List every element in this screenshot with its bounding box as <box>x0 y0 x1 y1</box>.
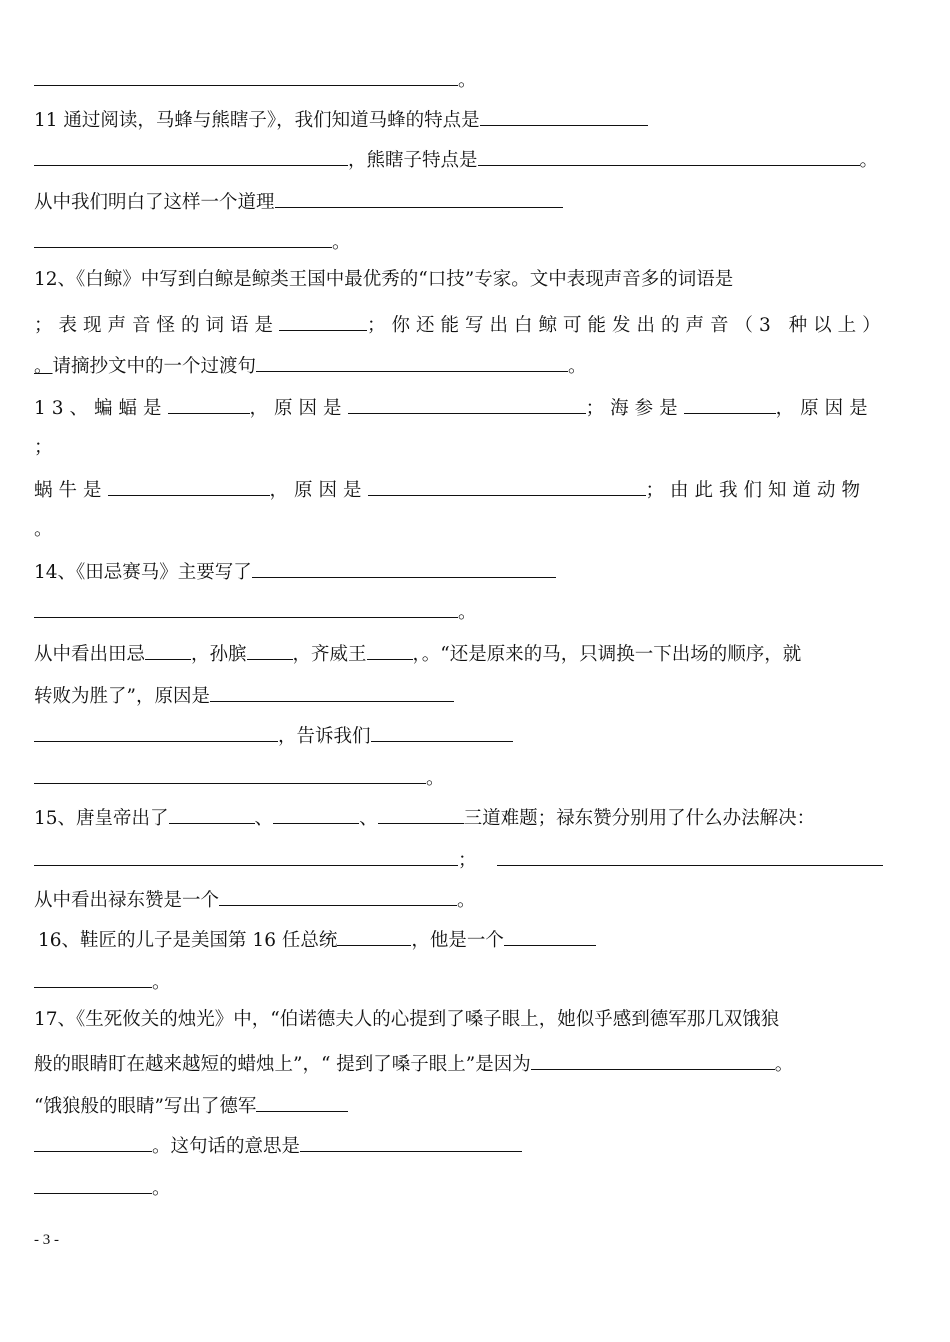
blank[interactable] <box>684 394 776 414</box>
question-12: 12、《白鲸》中写到白鲸是鲸类王国中最优秀的“口技”专家。文中表现声音多的词语是 <box>34 269 734 290</box>
blank[interactable] <box>247 640 293 660</box>
question-14-line-3: 从中看出田忌 ，孙膑 ，齐威王 ，。“还是原来的马，只调换一下出场的顺序，就 <box>34 640 801 667</box>
answer-line: 。 <box>34 66 477 93</box>
page-number: - 3 - <box>34 1232 59 1248</box>
question-11: 11 通过阅读，马蜂与熊瞎子》，我们知道马蜂的特点是 <box>34 106 648 133</box>
blank[interactable] <box>34 228 332 248</box>
blank[interactable] <box>256 352 568 372</box>
question-11-line-2: ，熊瞎子特点是 。 <box>34 146 878 173</box>
question-15-line-2: ； <box>34 846 883 873</box>
question-12-line-2: ；表现声音怪的词语是 ；你还能写出白鲸可能发出的声音（3 种以上） <box>34 311 887 338</box>
blank[interactable] <box>256 1092 348 1112</box>
question-17-line-4: 。这句话的意思是 <box>34 1132 522 1159</box>
blank[interactable] <box>34 846 458 866</box>
question-17: 17、《生死攸关的烛光》中，“伯诺德夫人的心提到了嗓子眼上，她似乎感到德军那几双饿狼 <box>34 1009 780 1030</box>
question-14-line-5: ，告诉我们 <box>34 722 513 749</box>
blank[interactable] <box>210 682 454 702</box>
blank[interactable] <box>497 846 883 866</box>
blank[interactable] <box>279 311 367 331</box>
question-14-line-4: 转败为胜了”，原因是 <box>34 682 454 709</box>
question-13: 13、蝙蝠是 ，原因是 ；海参是 ，原因是 <box>34 394 874 421</box>
question-16-line-2: 。 <box>34 968 171 995</box>
blank[interactable] <box>34 722 278 742</box>
blank[interactable] <box>169 804 255 824</box>
blank[interactable] <box>34 1174 152 1194</box>
blank[interactable] <box>145 640 191 660</box>
blank[interactable] <box>34 1132 152 1152</box>
blank[interactable] <box>252 558 556 578</box>
question-11-line-4: 。 <box>34 228 351 255</box>
blank[interactable] <box>348 394 586 414</box>
blank[interactable] <box>337 926 411 946</box>
question-14: 14、《田忌赛马》主要写了 <box>34 558 556 585</box>
blank[interactable] <box>300 1132 522 1152</box>
question-15-line-3: 从中看出禄东赞是一个 。 <box>34 886 476 913</box>
blank[interactable] <box>531 1050 775 1070</box>
blank[interactable] <box>219 886 457 906</box>
question-11-line-3: 从中我们明白了这样一个道理 <box>34 188 563 215</box>
blank[interactable] <box>367 640 413 660</box>
question-14-line-2: 。 <box>34 598 477 625</box>
question-12-line-3: 。请摘抄文中的一个过渡句 。 <box>34 352 587 379</box>
blank[interactable] <box>504 926 596 946</box>
question-13-line-4: 。 <box>34 519 53 540</box>
blank[interactable] <box>34 66 458 86</box>
question-17-line-3: “饿狼般的眼睛”写出了德军 <box>34 1092 348 1119</box>
blank[interactable] <box>478 146 860 166</box>
question-15: 15、唐皇帝出了 、 、 三道难题；禄东赞分别用了什么办法解决： <box>34 804 815 831</box>
blank[interactable] <box>275 188 563 208</box>
blank[interactable] <box>34 146 348 166</box>
question-13-line-3: 蜗牛是 ，原因是 ；由此我们知道动物 <box>34 476 866 503</box>
question-13-line-2: ； <box>34 437 53 458</box>
blank[interactable] <box>168 394 250 414</box>
blank[interactable] <box>371 722 513 742</box>
blank[interactable] <box>368 476 646 496</box>
blank[interactable] <box>273 804 359 824</box>
question-17-line-5: 。 <box>34 1174 171 1201</box>
blank[interactable] <box>34 968 152 988</box>
blank[interactable] <box>108 476 270 496</box>
question-14-line-6: 。 <box>34 764 445 791</box>
question-16: 16、鞋匠的儿子是美国第 16 任总统 ，他是一个 <box>38 926 596 953</box>
blank[interactable] <box>34 598 458 618</box>
question-17-line-2: 般的眼睛盯在越来越短的蜡烛上”，“ 提到了嗓子眼上”是因为 。 <box>34 1050 793 1077</box>
blank[interactable] <box>378 804 464 824</box>
blank[interactable] <box>34 764 426 784</box>
blank[interactable] <box>480 106 648 126</box>
